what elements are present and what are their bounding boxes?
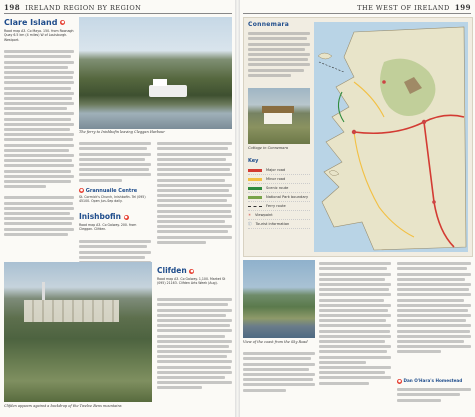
clifden-meta: Road map A3. Co Galway. 1,100. Market St (095) 21163. Clifden Arts Week (Aug). (157, 277, 226, 286)
key-label: Tourist information (255, 222, 290, 226)
attraction-icon: ● (79, 188, 84, 192)
inishbofin-title: Inishbofin (79, 212, 121, 221)
ferry-cabin (153, 79, 167, 86)
national-park-swatch (248, 196, 262, 199)
town-marker (432, 200, 436, 204)
minor-road-swatch (248, 178, 262, 181)
right-col2-text (319, 260, 391, 410)
map-key-title: Key (248, 158, 259, 164)
connemara-heading: Connemara (248, 21, 290, 28)
dan-ohara-title: Dan O'Hara's Homestead (403, 378, 463, 383)
viewpoint-icon: ✳ (248, 213, 252, 217)
town-marker (422, 120, 426, 124)
clifden-photo (4, 262, 152, 402)
dan-ohara-heading (397, 378, 462, 384)
inishbofin-heading (79, 212, 129, 221)
left-running-title: IRELAND REGION BY REGION (25, 4, 142, 12)
town-buildings (24, 300, 119, 322)
scenic-route-swatch (248, 187, 262, 190)
grannuaile-title: Grannuaile Centre (85, 188, 138, 194)
map-pin-icon: ● (190, 268, 194, 273)
key-row (248, 220, 310, 229)
map-key (248, 158, 310, 229)
ferry-boat (149, 85, 187, 97)
key-row (248, 193, 310, 202)
right-running-head (357, 3, 471, 12)
ferry-route-swatch (248, 206, 262, 207)
key-label: National Park boundary (266, 195, 309, 199)
left-running-head (4, 3, 141, 12)
town-marker (352, 130, 356, 134)
grannuaile-meta: St. Cormick's Church, Inishbofin. Tel (095) 45100. Open Jun–Sep daily. (79, 195, 146, 204)
dan-ohara-meta (397, 386, 471, 414)
connemara-intro-text (248, 30, 310, 90)
inishbofin-ferry-photo (79, 17, 232, 129)
key-label: Ferry route (266, 204, 286, 208)
grannuaile-heading (79, 188, 137, 194)
church-spire (42, 282, 45, 300)
left-page (0, 0, 236, 417)
sky-road-photo (243, 260, 315, 338)
ferry-photo-caption: The ferry to Inishbofin leaving Cleggan Harbour (79, 130, 165, 134)
connemara-feature-box (243, 17, 473, 257)
clifden-photo-caption: Clifden appears against a backdrop of the Twelve Bens mountains (4, 404, 122, 408)
attraction-icon: ● (397, 378, 402, 383)
major-road-swatch (248, 169, 262, 172)
clare-island-meta: Road map A3. Co Mayo. 150. from Roonagh Quay 6.5 km (4 miles) W of Louisburgh. Westport. (4, 29, 74, 42)
key-row (248, 211, 310, 220)
cottage-photo (248, 88, 310, 144)
right-head-rule (243, 13, 471, 14)
key-label: Minor road (266, 177, 286, 181)
key-row (248, 166, 310, 175)
right-page-number: 199 (454, 3, 471, 12)
left-page-number: 198 (4, 3, 21, 12)
map-pin-icon: ● (61, 20, 65, 24)
right-page (239, 0, 475, 417)
map-pin-icon: ● (124, 214, 128, 219)
left-head-rule (4, 13, 232, 14)
cottage-caption: Cottage in Connemara (248, 146, 289, 150)
right-running-title: THE WEST OF IRELAND (357, 4, 450, 12)
clifden-title: Clifden (157, 266, 187, 275)
clifden-text (157, 296, 232, 411)
key-label: Major road (266, 168, 286, 172)
inishbofin-meta: Road map A3. Co Galway. 200. from Cleggan. Clifden. (79, 223, 137, 232)
connemara-map (314, 22, 468, 252)
info-icon: ⓘ (248, 221, 252, 226)
town-marker (382, 80, 386, 84)
left-col3-text (157, 140, 232, 265)
key-row (248, 184, 310, 193)
sky-road-caption: View of the coast from the Sky Road (243, 340, 308, 344)
key-row (248, 202, 310, 211)
clare-island-heading (4, 18, 65, 27)
clare-island-title: Clare Island (4, 18, 58, 27)
right-col3-text (397, 260, 471, 372)
cottage-wall (264, 112, 292, 124)
key-row (248, 175, 310, 184)
key-label: Viewpoint (255, 213, 273, 217)
cottage-roof (262, 106, 294, 113)
clifden-heading (157, 266, 194, 275)
key-label: Scenic route (266, 186, 289, 190)
right-col1-text (243, 350, 315, 412)
